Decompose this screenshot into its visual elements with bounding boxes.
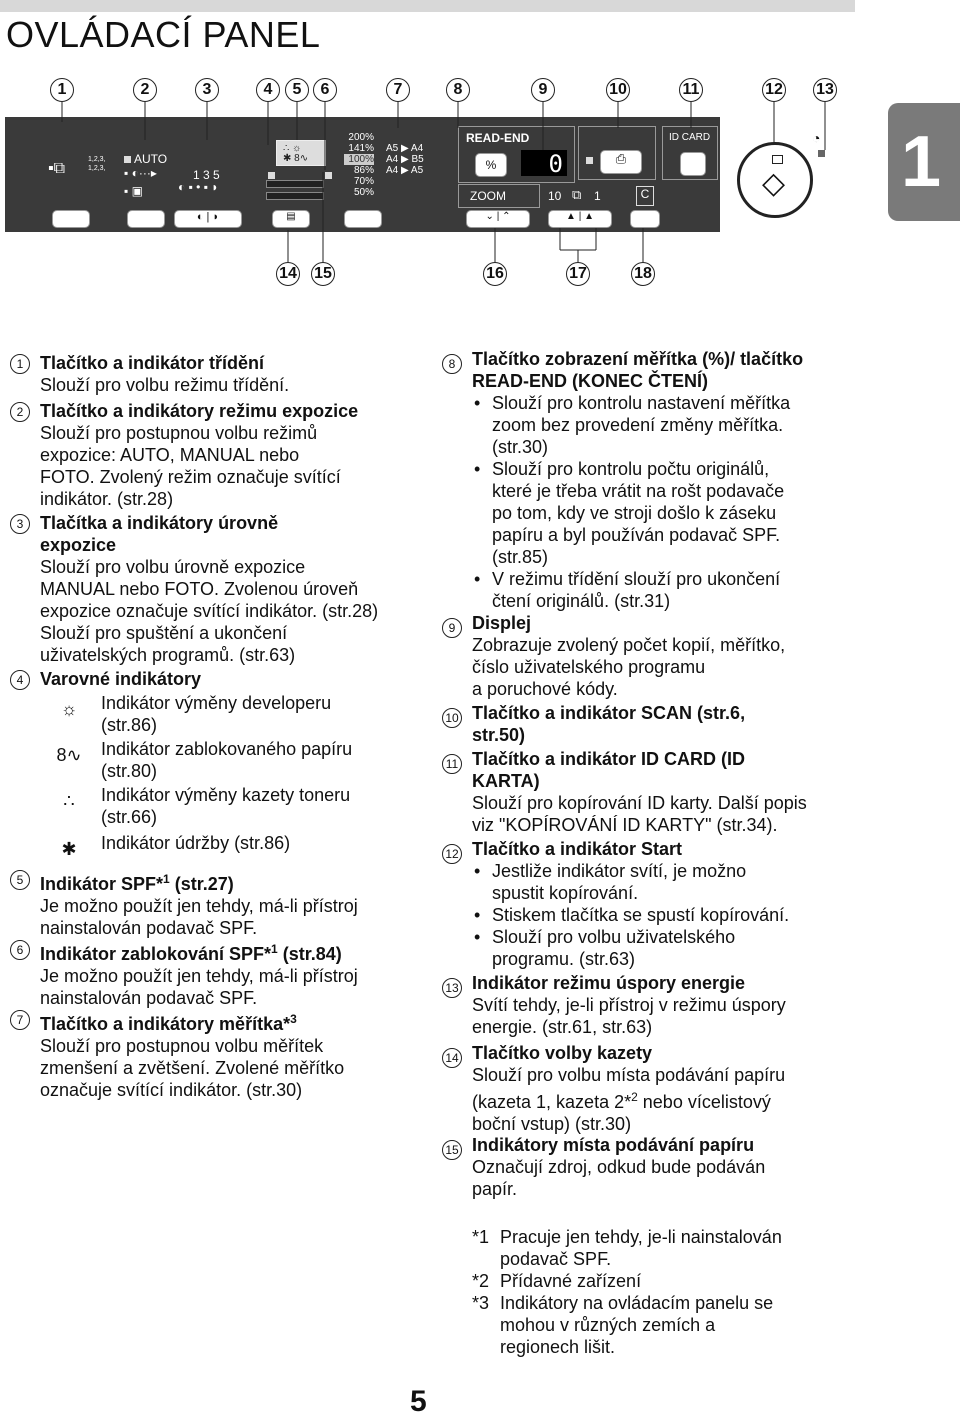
scan-icon: ⎙ [615,151,627,166]
item-title-text: Indikátor zablokování SPF* [40,944,272,964]
item-body [40,868,440,939]
item-title [40,352,440,374]
bullet-line: programu. (str.63) [492,949,636,969]
item-text: Slouží pro kopírování ID karty. Další popis [472,793,807,813]
warning-item [56,738,436,782]
zoom-buttons[interactable]: ⌄ | ⌃ [466,210,530,228]
page-title: OVLÁDACÍ PANEL [6,14,321,55]
item-title [40,668,440,690]
footnote [472,1226,957,1270]
item-title: Indikátor režimu úspory energie [472,973,746,993]
item-text: Slouží pro volbu režimu třídění. [40,375,290,395]
item-title: expozice [40,535,117,555]
ratio-label: 200% [348,132,374,143]
bullet-line: • Stiskem tlačítka se spustí kopírování. [492,905,790,925]
paper-size-label: A5 ▶ A4 [386,143,424,154]
item-text: expozice: AUTO, MANUAL nebo [40,445,300,465]
item-body [40,938,440,1009]
item-text: expozice označuje svítící indikátor. (str.28) [40,601,379,621]
zoom-label: ZOOM [470,189,506,203]
item-title: Indikátory místa podávání papíru [472,1135,755,1155]
bullet-line: které je třeba vrátit na rošt podavače [492,481,785,501]
item-text: Svítí tehdy, je-li přístroj v režimu úspory [472,995,786,1015]
warning-text [101,832,436,854]
item-title-text: Indikátor SPF* [40,874,164,894]
item-title [40,1008,440,1035]
bullet-item [472,860,957,904]
maintenance-icon: ✱ 8∿ [283,153,309,164]
warning-line: (str.66) [101,807,158,827]
callout-number: 18 [631,262,655,286]
list-item [442,702,957,746]
item-text: nainstalován podavač SPF. [40,918,258,938]
callout-number: 3 [195,78,219,102]
callout-leaders [0,0,960,300]
item-title: Tlačítko volby kazety [472,1043,653,1063]
ratio-label: 50% [353,187,374,198]
item-number: 15 [442,1140,462,1160]
item-body [40,352,440,396]
item-title-text: Tlačítko a indikátory režimu expozice [40,401,359,421]
paper-size-label: A4 ▶ B5 [386,154,424,165]
bullet-line: čtení originálů. (str.31) [492,591,671,611]
item-number: 14 [442,1048,462,1068]
footnote-ref: 3 [290,1012,297,1026]
paper-jam-icon: 8∿ [56,745,82,765]
item-text: Slouží pro volbu úrovně expozice [40,557,306,577]
list-item [10,400,440,510]
item-text: Zobrazuje zvolený počet kopií, měřítko, [472,635,786,655]
page-number: 5 [410,1385,427,1418]
footnote-ref: 1 [163,872,170,886]
callout-number: 5 [285,78,309,102]
footnote [472,1270,957,1292]
bullet-item [472,392,957,458]
callout-number: 1 [50,78,74,102]
callout-number: 15 [311,262,335,286]
list-item [442,972,957,1038]
footnote-mark: *1 [472,1227,490,1247]
callout-number: 6 [313,78,337,102]
bullet-item [472,568,957,612]
bullet-item [472,904,957,926]
list-item [10,668,440,690]
bullet-item [472,458,957,568]
item-body [472,1042,957,1135]
item-number: 12 [442,844,462,864]
item-text: MANUAL nebo FOTO. Zvolenou úroveň [40,579,359,599]
warning-item [56,784,436,828]
list-item [442,748,957,836]
paper-size-label: A4 ▶ A5 [386,165,424,176]
maintenance-icon: ✱ [61,839,77,859]
item-text: zmenšení a zvětšení. Zvolené měřítko [40,1058,345,1078]
bullet-line: (str.85) [492,547,549,567]
copy-count-buttons[interactable]: ▲ | ▲ [548,210,612,228]
item-text: nainstalován podavač SPF. [40,988,258,1008]
item-text: FOTO. Zvolený režim označuje svítící [40,467,341,487]
count-1-label: 1 [594,189,601,203]
warning-line: Indikátor údržby (str.86) [101,833,291,853]
item-title: READ-END (KONEC ČTENÍ) [472,371,708,391]
percent-button[interactable]: % [475,153,507,177]
callout-number: 9 [531,78,555,102]
sort-icon: ▪⧉ [48,160,66,177]
item-title: Tlačítko zobrazení měřítka (%)/ tlačítko [472,349,804,369]
item-body [40,1008,440,1101]
list-item [10,868,440,939]
item-body [472,702,957,746]
item-text: indikátor. (str.28) [40,489,174,509]
exposure-levels: 1 3 5 [193,168,220,182]
item-title: str.50) [472,725,526,745]
warning-line: Indikátor výměny kazety toneru [101,785,351,805]
item-title: KARTA) [472,771,540,791]
item-title: Tlačítko a indikátor ID CARD (ID [472,749,746,769]
item-title-text: Tlačítko a indikátor třídění [40,353,265,373]
list-item [442,1134,957,1200]
item-body [472,612,957,700]
bullet-line: papíru a byl používán podavač SPF. [492,525,781,545]
warning-item [56,692,436,736]
list-item [10,1008,440,1101]
callout-number: 7 [386,78,410,102]
manual-icon: ▪ ◐···▸ [124,166,157,180]
bullet-line: (str.30) [492,437,549,457]
warning-line: (str.80) [101,761,158,781]
item-number: 4 [10,670,30,690]
item-text: Slouží pro postupnou volbu režimů [40,423,318,443]
copies-icon: ⧉ [572,187,582,202]
callout-number: 12 [762,78,786,102]
right-column [442,348,957,1398]
ratio-label: 86% [353,165,374,176]
ratio-label: 100% [344,154,374,165]
left-column [10,352,440,1402]
item-number: 1 [10,354,30,374]
start-icon: ◇ [762,167,786,200]
item-title [40,868,440,895]
bullet-line: po tom, kdy ve stroji došlo k záseku [492,503,777,523]
clear-label: C [636,186,654,206]
bullet-line: zoom bez provedení změny měřítka. [492,415,784,435]
warning-item [56,832,436,859]
item-text: boční vstup) (str.30) [472,1114,632,1134]
chapter-number: 1 [900,122,942,202]
warning-line: Indikátor výměny developeru [101,693,332,713]
item-text: uživatelských programů. (str.63) [40,645,296,665]
footnote-ref: 1 [271,942,278,956]
item-body [472,972,957,1038]
bullet-line: • Slouží pro kontrolu počtu originálů, [492,459,770,479]
callout-number: 13 [813,78,837,102]
item-body [40,668,440,690]
developer-icon: ☼ [60,699,78,719]
footnote-text [500,1226,957,1270]
item-title-end: (str.27) [169,874,234,894]
footnote-line: mohou v různých zemích a [500,1315,716,1335]
item-text [472,1086,957,1113]
footnote-line: regionech lišit. [500,1337,616,1357]
list-item [10,352,440,396]
item-number: 13 [442,978,462,998]
sort-label: 1,2,3, [88,156,106,163]
item-text: Označují zdroj, odkud bude podáván [472,1157,766,1177]
footnote-text [500,1270,957,1292]
callout-number: 4 [256,78,280,102]
id-card-label: ID CARD [669,132,711,143]
item-body [472,838,957,970]
item-text: číslo uživatelského programu [472,657,706,677]
item-title-end: (str.84) [277,944,342,964]
bullet-line: • Slouží pro kontrolu nastavení měřítka [492,393,791,413]
item-number: 7 [10,1010,30,1030]
ratio-label: 70% [353,176,374,187]
item-text: Je možno použít jen tehdy, má-li přístroj [40,966,358,986]
callout-number: 10 [606,78,630,102]
list-item [442,348,957,612]
item-title [40,400,440,422]
footnote-mark: *2 [472,1271,490,1291]
item-number: 5 [10,870,30,890]
ratio-label: 141% [348,143,374,154]
list-item [10,938,440,1009]
footnote-text [500,1292,957,1358]
item-title [40,512,440,534]
tray-select-button[interactable]: ▤ [272,210,310,228]
copy-display: 0 [521,150,567,176]
bullet-line: • Slouží pro volbu uživatelského [492,927,736,947]
item-text: a poruchové kódy. [472,679,618,699]
auto-label: AUTO [134,152,168,166]
warning-text [101,692,436,736]
item-text: energie. (str.61, str.63) [472,1017,653,1037]
count-10-label: 10 [548,189,562,203]
item-title-text: Varovné indikátory [40,669,202,689]
photo-icon: ▪ ▣ [124,184,143,198]
bullet-line: • V režimu třídění slouží pro ukončení [492,569,781,589]
item-body [40,400,440,510]
warning-text [101,784,436,828]
footnote-mark: *3 [472,1293,490,1313]
item-number: 6 [10,940,30,960]
exposure-scale: ◐ ▪ • ▪ ◗ [178,180,219,194]
item-number: 3 [10,514,30,534]
list-item [442,612,957,700]
item-number: 2 [10,402,30,422]
item-text: Je možno použít jen tehdy, má-li přístroj [40,896,358,916]
warning-line: Indikátor zablokovaného papíru [101,739,353,759]
toner-icon: ∴ [63,791,75,811]
item-title: Displej [472,613,532,633]
footnote [472,1292,957,1358]
read-end-label: READ-END [466,131,530,145]
sort-label: 1,2,3, [88,165,106,172]
item-text: papír. [472,1179,518,1199]
exposure-level-buttons[interactable]: ◐ | ◗ [174,210,242,228]
callout-number: 2 [133,78,157,102]
bullet-line: • Jestliže indikátor svítí, je možno [492,861,747,881]
callout-number: 8 [446,78,470,102]
bullet-item [472,926,957,970]
item-title-text: Tlačítko a indikátory měřítka* [40,1014,291,1034]
item-text: označuje svítící indikátor. (str.30) [40,1080,303,1100]
item-number: 11 [442,754,462,774]
item-text: Slouží pro volbu místa podávání papíru [472,1065,786,1085]
list-item [10,512,440,666]
footnote-line: Pracuje jen tehdy, je-li nainstalován [500,1227,782,1247]
item-text-part: (kazeta 1, kazeta 2* [472,1092,632,1112]
footnote-line: podavač SPF. [500,1249,612,1269]
power-save-icon: ◔ [812,130,821,146]
footnote-line: Indikátory na ovládacím panelu se [500,1293,774,1313]
item-text-part: nebo vícelistový [637,1092,771,1112]
item-text: Slouží pro spuštění a ukončení [40,623,288,643]
toner-icon: ∴ ☼ [283,143,302,154]
callout-number: 14 [276,262,300,286]
bullet-line: spustit kopírování. [492,883,639,903]
item-number: 8 [442,354,462,374]
item-body [472,1134,957,1200]
list-item [442,1042,957,1135]
item-body [40,512,440,666]
item-title: Tlačítko a indikátor SCAN (str.6, [472,703,746,723]
item-title-text: Tlačítka a indikátory úrovně [40,513,279,533]
callout-number: 11 [679,78,703,102]
warning-text [101,738,436,782]
item-title [40,938,440,965]
footnote-line: Přídavné zařízení [500,1271,642,1291]
warning-line: (str.86) [101,715,158,735]
item-text: viz "KOPÍROVÁNÍ ID KARTY" (str.34). [472,815,778,835]
callout-number: 16 [483,262,507,286]
footnote-ref: 2 [631,1090,638,1104]
callout-number: 17 [566,262,590,286]
item-text: Slouží pro postupnou volbu měřítek [40,1036,324,1056]
item-number: 9 [442,618,462,638]
item-title: Tlačítko a indikátor Start [472,839,683,859]
item-body [472,748,957,836]
item-body [472,348,957,612]
item-number: 10 [442,708,462,728]
list-item [442,838,957,970]
